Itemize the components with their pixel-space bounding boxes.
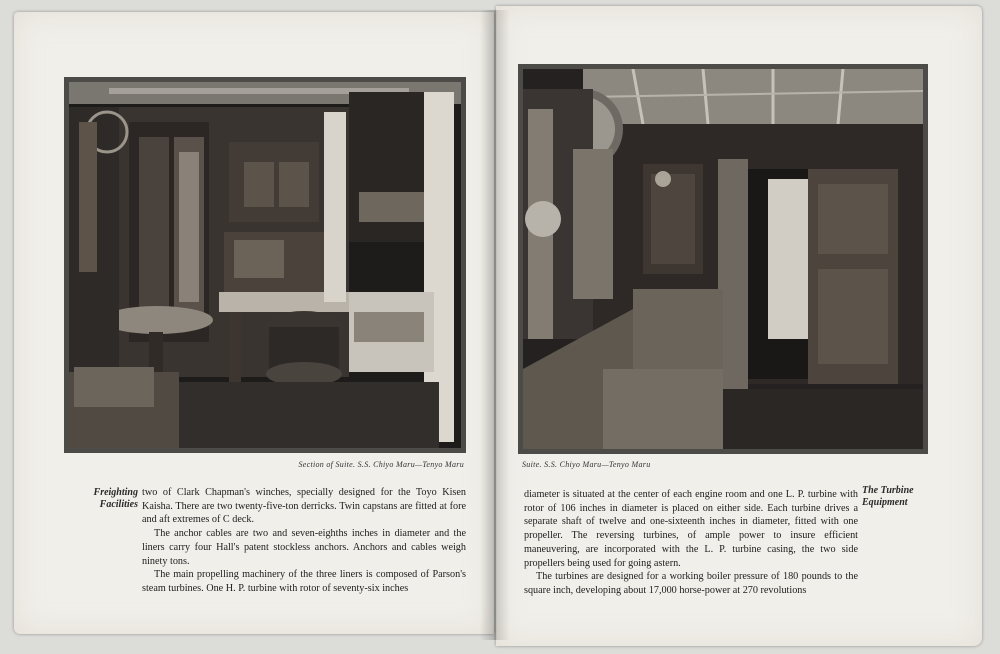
side-heading-turbine-equipment — [862, 485, 932, 509]
left-body-text — [142, 486, 466, 596]
paragraph: The anchor cables are two and seven-eighths inches in diameter and the liners carry four Hall's patent stockless anchors. Anchors and cables weigh ninety tons. — [142, 528, 466, 567]
left-photo-caption: Section of Suite. S.S. Chiyo Maru—Tenyo Maru — [298, 460, 464, 469]
side-heading-line: Freighting — [93, 487, 138, 498]
photo-suite-sitting-room — [518, 64, 928, 454]
paragraph: The main propelling machinery of the three liners is composed of Parson's steam turbines. One H. P. turbine with rotor of seventy-six inches — [142, 569, 466, 594]
paragraph: two of Clark Chapman's winches, specially designed for the Toyo Kisen Kaisha. There are two twenty-five-ton derricks. Twin capstans are fitted at fore and aft extremes of C deck. — [142, 487, 466, 526]
side-heading-line: The Turbine — [862, 485, 914, 496]
side-heading-line: Facilities — [99, 499, 138, 510]
photo-suite-sitting-room-image — [523, 69, 923, 449]
photo-suite-section-image — [69, 82, 461, 448]
side-heading-line: Equipment — [862, 497, 908, 508]
paragraph: The turbines are designed for a working boiler pressure of 180 pounds to the square inch, developing about 17,000 horse-power at 270 revolutions — [524, 571, 858, 596]
right-photo-caption: Suite. S.S. Chiyo Maru—Tenyo Maru — [522, 460, 651, 469]
paragraph: diameter is situated at the center of each engine room and one L. P. turbine with rotor of 106 inches in diameter is placed on either side. Each turbine drives a separate shaft of twelve and one-sixteenth inches in diameter, fitted with one propeller. The reversing turbines, of ample power to insure efficient maneuvering, are incorporated with the L. P. turbine casing, the two side propellers being used for going astern. — [524, 489, 858, 569]
book-gutter — [480, 10, 510, 640]
photo-suite-section — [64, 77, 466, 453]
side-heading-freighting-facilities — [82, 487, 138, 511]
right-body-text — [524, 488, 858, 598]
